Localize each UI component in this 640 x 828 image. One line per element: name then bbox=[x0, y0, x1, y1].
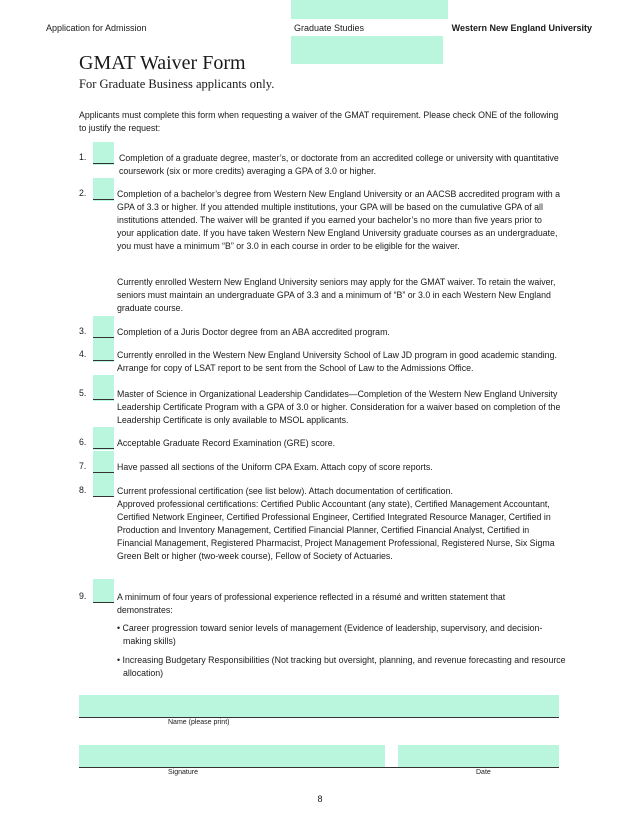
header-right: Western New England University bbox=[451, 23, 592, 33]
item-3-blank-line bbox=[93, 324, 114, 338]
header-left: Application for Admission bbox=[46, 23, 147, 33]
item-6-blank-line bbox=[93, 435, 114, 449]
item-2-number: 2. bbox=[79, 188, 87, 198]
intro-text: Applicants must complete this form when requesting a waiver of the GMAT requirement. Please check ONE of the following to justify the request: bbox=[79, 110, 559, 133]
page-number: 8 bbox=[317, 794, 323, 804]
header-center: Graduate Studies bbox=[294, 23, 365, 33]
item-9-bullet-1: • Career progression toward senior levels of management (Evidence of leadership, supervisory, and decision-making skills) bbox=[117, 623, 543, 646]
item-9-bullet-2: • Increasing Budgetary Responsibilities (Not tracking but oversight, planning, and revenue forecasting and resource allocation) bbox=[117, 655, 566, 678]
form-title: GMAT Waiver Form bbox=[79, 52, 246, 74]
signature-label: Signature bbox=[168, 769, 198, 776]
item-1-number: 1. bbox=[79, 152, 87, 162]
item-5-text: Master of Science in Organizational Leadership Candidates—Completion of the Western New England University Leadership Certificate Program with a GPA of 3.0 or higher. Consideration for a waiver based on completion of the Leadership Certificate is only available to MSOL applicants. bbox=[117, 389, 561, 425]
item-1-blank-line bbox=[93, 150, 114, 164]
item-4-blank-line bbox=[93, 347, 114, 361]
item-3-number: 3. bbox=[79, 326, 87, 336]
item-3-text: Completion of a Juris Doctor degree from an ABA accredited program. bbox=[117, 327, 390, 337]
signature-date-line bbox=[79, 767, 559, 768]
item-7-text: Have passed all sections of the Uniform CPA Exam. Attach copy of score reports. bbox=[117, 462, 433, 472]
item-8-extra-text: Approved professional certifications: Certified Public Accountant (any state), Certified Management Accountant, Certified Network Engineer, Certified Professional Engineer, Certified Integrated Resource Manager, Certified in Production and Inventory Management, Certified Financial Planner, Certified Financial Analyst, Certified in Financial Management, Registered Pharmacist, Project Management Professional, Registered Nurse, Six Sigma Green Belt or higher (two-week course), Fellow of Society of Actuaries. bbox=[117, 499, 555, 561]
signature-input[interactable] bbox=[79, 745, 385, 767]
date-input[interactable] bbox=[398, 745, 559, 767]
item-6-text: Acceptable Graduate Record Examination (GRE) score. bbox=[117, 438, 336, 448]
name-input[interactable] bbox=[79, 695, 559, 717]
item-5-number: 5. bbox=[79, 388, 87, 398]
item-7-number: 7. bbox=[79, 461, 87, 471]
item-9-blank-line bbox=[93, 589, 114, 603]
item-9-text: A minimum of four years of professional experience reflected in a résumé and written statement that demonstrates: bbox=[117, 592, 506, 615]
form-subtitle: For Graduate Business applicants only. bbox=[79, 77, 275, 91]
item-8-blank-line bbox=[93, 483, 114, 497]
item-6-number: 6. bbox=[79, 437, 87, 447]
item-8-text: Current professional certification (see list below). Attach documentation of certification. bbox=[117, 486, 453, 496]
name-label: Name (please print) bbox=[168, 719, 230, 726]
item-2-blank-line bbox=[93, 186, 114, 200]
name-line bbox=[79, 717, 559, 718]
item-2-extra-text: Currently enrolled Western New England University seniors may apply for the GMAT waiver. To retain the waiver, seniors must maintain an undergraduate GPA of 3.3 and a minimum of “B” or 3.0 in each Western New England graduate course. bbox=[117, 277, 556, 313]
item-8-number: 8. bbox=[79, 485, 87, 495]
item-9-number: 9. bbox=[79, 591, 87, 601]
graduate-studies-field-top[interactable] bbox=[291, 0, 448, 19]
item-4-number: 4. bbox=[79, 349, 87, 359]
item-5-blank-line bbox=[93, 386, 114, 400]
graduate-studies-field-bottom[interactable] bbox=[291, 36, 443, 64]
item-7-blank-line bbox=[93, 459, 114, 473]
item-2-text: Completion of a bachelor’s degree from Western New England University or an AACSB accredited program with a GPA of 3.3 or higher. If you attended multiple institutions, your GPA will be based on the cumulative GPA of all institutions attended. The waiver will be granted if you earned your bachelor’s no more than five years prior to your application date. If you have taken Western New England University graduate courses as an undergraduate, you must have a minimum “B” or 3.0 in each course in order to be eligible for the waiver. bbox=[117, 189, 560, 251]
date-label: Date bbox=[476, 769, 491, 776]
item-4-text: Currently enrolled in the Western New England University School of Law JD program in good academic standing. Arrange for copy of LSAT report to be sent from the School of Law to the Admissions Office. bbox=[117, 350, 557, 373]
item-1-text: Completion of a graduate degree, master’s, or doctorate from an accredited college or university with quantitative coursework (six or more credits) averaging a GPA of 3.0 or higher. bbox=[119, 153, 559, 176]
